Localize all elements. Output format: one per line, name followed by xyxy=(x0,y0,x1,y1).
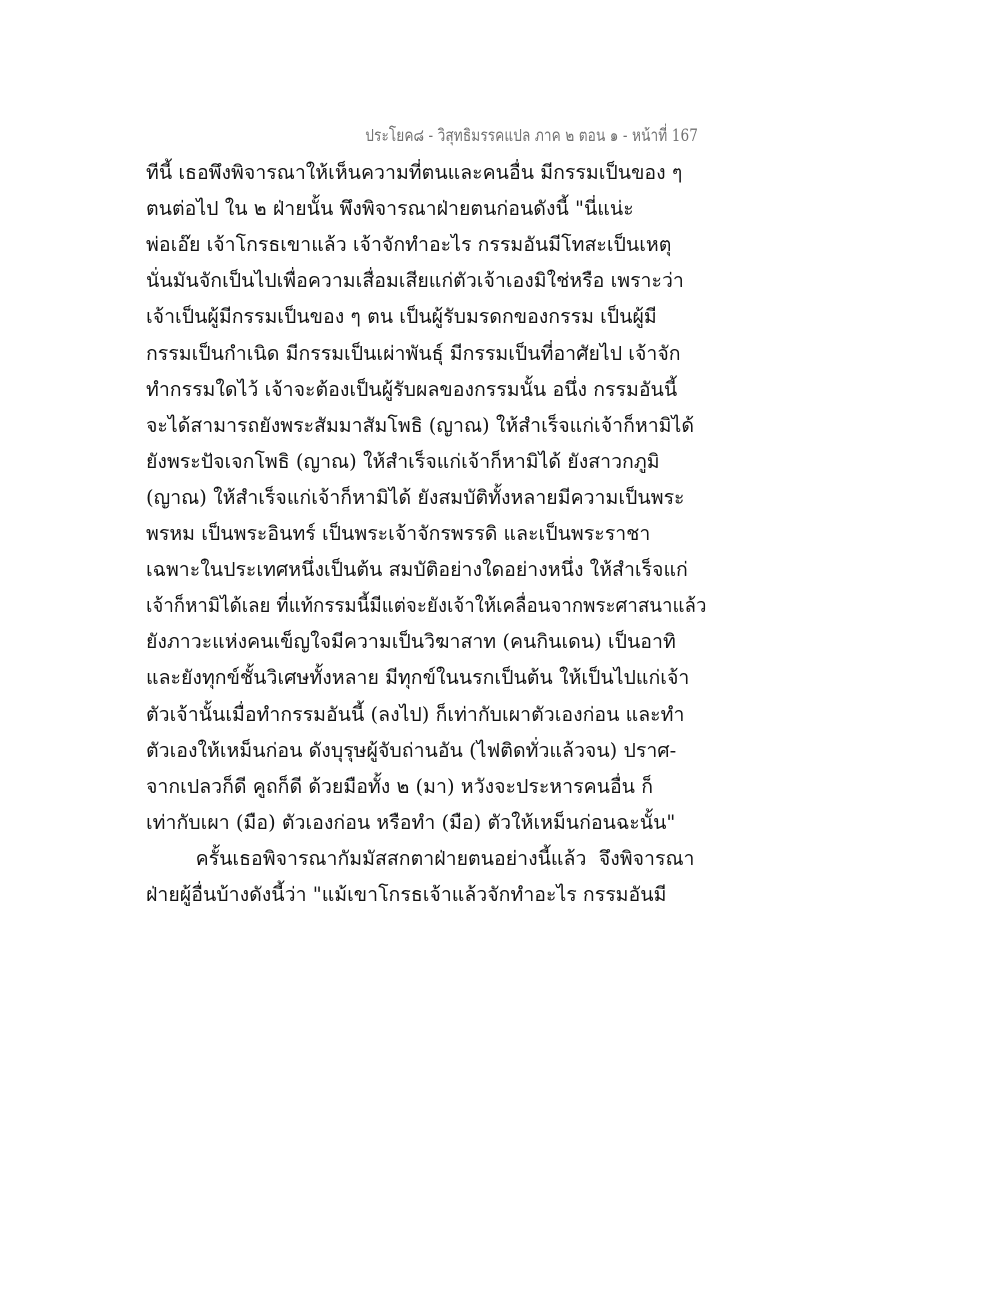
text-line: เจ้าเป็นผู้มีกรรมเป็นของ ๆ ตน เป็นผู้รับมรดกของกรรม เป็นผู้มี xyxy=(146,305,657,329)
text-line: พ่อเอ๊ย เจ้าโกรธเขาแล้ว เจ้าจักทำอะไร กรรมอันมีโทสะเป็นเหตุ xyxy=(146,233,672,257)
text-line: ตนต่อไป ใน ๒ ฝ่ายนั้น พึงพิจารณาฝ่ายตนก่อนดังนี้ "นี่แน่ะ xyxy=(146,197,634,221)
text-line: ทำกรรมใดไว้ เจ้าจะต้องเป็นผู้รับผลของกรรมนั้น อนึ่ง กรรมอันนี้ xyxy=(146,377,678,401)
running-header: ประโยค๘ - วิสุทธิมรรคแปล ภาค ๒ ตอน ๑ - หน้าที่ 167 xyxy=(365,126,698,146)
text-line: ยังภาวะแห่งคนเข็ญใจมีความเป็นวิฆาสาท (คนกินเดน) เป็นอาทิ xyxy=(146,630,676,654)
text-line: ยังพระปัจเจกโพธิ (ญาณ) ให้สำเร็จแก่เจ้าก็หามิได้ ยังสาวกภูมิ xyxy=(146,449,660,473)
text-line: กรรมเป็นกำเนิด มีกรรมเป็นเผ่าพันธุ์ มีกรรมเป็นที่อาศัยไป เจ้าจัก xyxy=(146,341,681,365)
text-line: พรหม เป็นพระอินทร์ เป็นพระเจ้าจักรพรรดิ และเป็นพระราชา xyxy=(146,522,651,545)
text-line: เท่ากับเผา (มือ) ตัวเองก่อน หรือทำ (มือ) ตัวให้เหม็นก่อนฉะนั้น" xyxy=(146,810,676,834)
text-line: ครั้นเธอพิจารณากัมมัสสกตาฝ่ายตนอย่างนี้แล้ว จึงพิจารณา xyxy=(146,846,695,870)
text-line: (ญาณ) ให้สำเร็จแก่เจ้าก็หามิได้ ยังสมบัติทั้งหลายมีความเป็นพระ xyxy=(146,485,685,509)
text-line: เจ้าก็หามิได้เลย ที่แท้กรรมนี้มีแต่จะยังเจ้าให้เคลื่อนจากพระศาสนาแล้ว xyxy=(146,594,707,618)
text-line: นั่นมันจักเป็นไปเพื่อความเสื่อมเสียแก่ตัวเจ้าเองมิใช่หรือ เพราะว่า xyxy=(146,269,684,293)
text-line: ตัวเจ้านั้นเมื่อทำกรรมอันนี้ (ลงไป) ก็เท่ากับเผาตัวเองก่อน และทำ xyxy=(146,702,685,726)
text-line: เฉพาะในประเทศหนึ่งเป็นต้น สมบัติอย่างใดอย่างหนึ่ง ให้สำเร็จแก่ xyxy=(146,558,688,582)
text-line: ตัวเองให้เหม็นก่อน ดังบุรุษผู้จับถ่านอัน (ไฟติดทั่วแล้วจน) ปราศ- xyxy=(146,738,677,762)
text-line: จากเปลวก็ดี คูถก็ดี ด้วยมือทั้ง ๒ (มา) หวังจะประหารคนอื่น ก็ xyxy=(146,774,654,798)
text-line: จะได้สามารถยังพระสัมมาสัมโพธิ (ญาณ) ให้สำเร็จแก่เจ้าก็หามิได้ xyxy=(146,413,695,437)
text-line: ฝ่ายผู้อื่นบ้างดังนี้ว่า "แม้เขาโกรธเจ้าแล้วจักทำอะไร กรรมอันมี xyxy=(146,883,667,906)
text-line: และยังทุกข์ชั้นวิเศษทั้งหลาย มีทุกข์ในนรกเป็นต้น ให้เป็นไปแก่เจ้า xyxy=(146,666,690,690)
text-line: ทีนี้ เธอพึงพิจารณาให้เห็นความที่ตนและคนอื่น มีกรรมเป็นของ ๆ xyxy=(146,161,683,184)
